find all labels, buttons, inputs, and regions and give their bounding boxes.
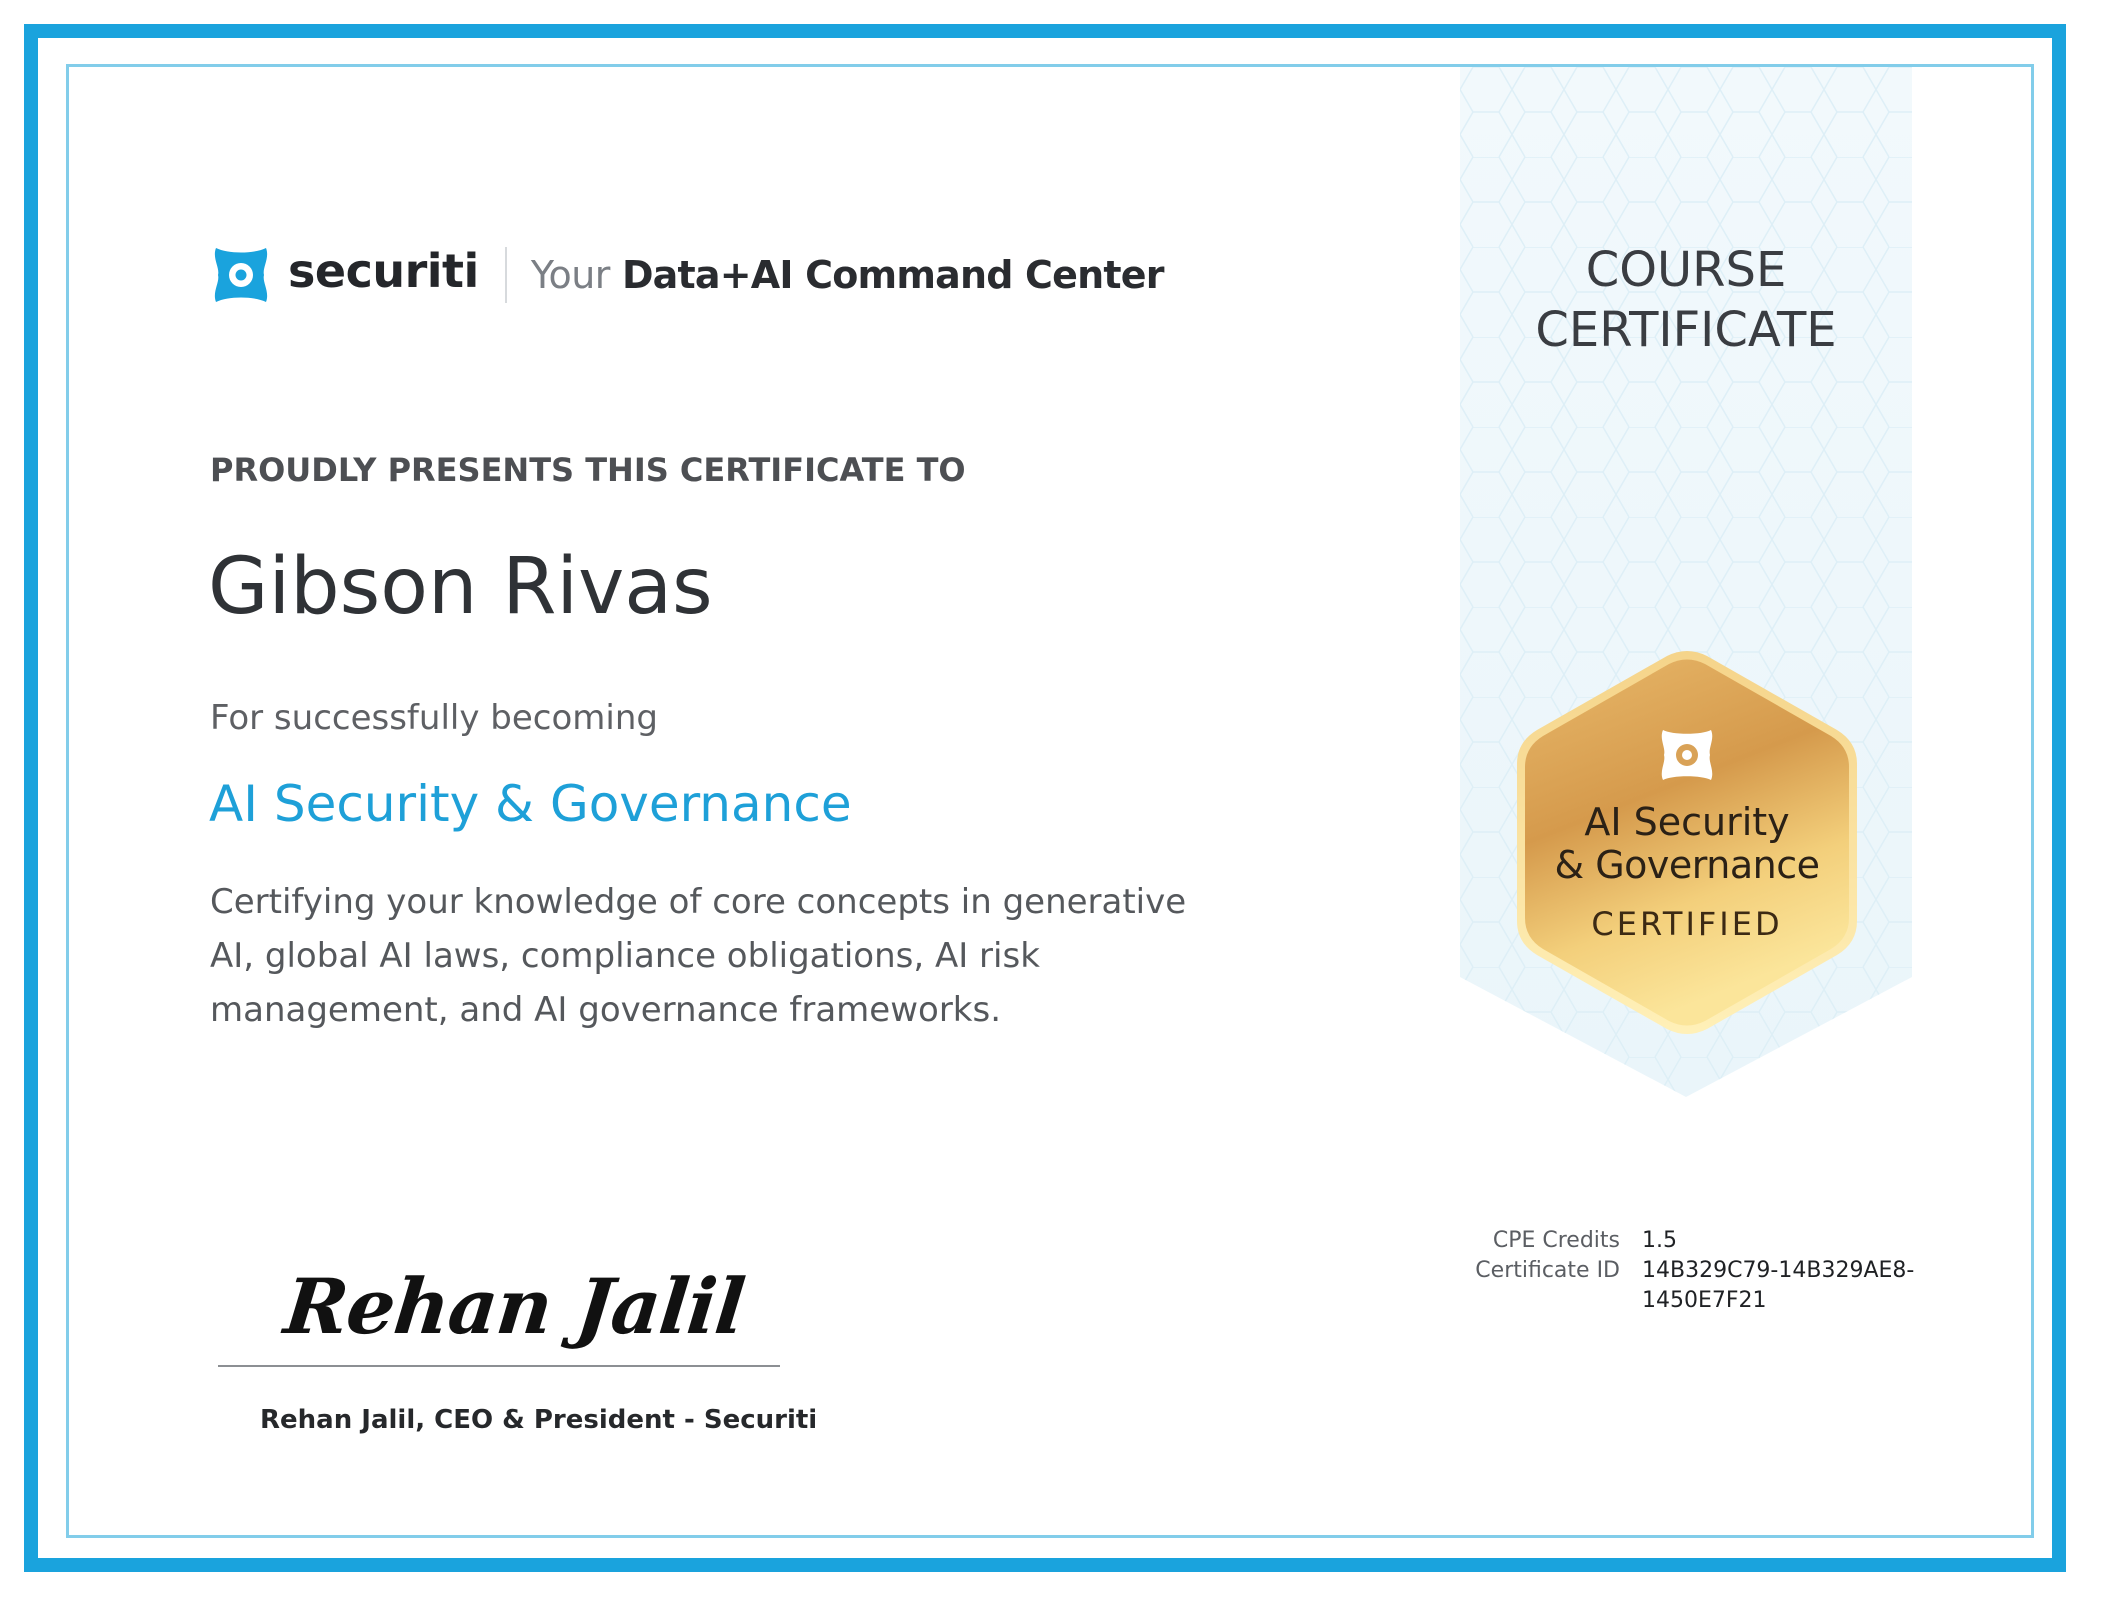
- course-title: AI Security & Governance: [209, 775, 852, 833]
- course-description: Certifying your knowledge of core concepts in generative AI, global AI laws, compliance obligations, AI risk management, and AI governance frameworks.: [210, 882, 1187, 1030]
- certificate-heading: [1460, 240, 1912, 360]
- cpe-label: CPE Credits: [1492, 1228, 1620, 1253]
- badge-title-line-1: AI Security: [1584, 800, 1790, 844]
- becoming-text: For successfully becoming: [210, 698, 658, 738]
- signer-caption: Rehan Jalil, CEO & President - Securiti: [260, 1405, 818, 1435]
- recipient-name: Gibson Rivas: [208, 542, 713, 632]
- securiti-logo-icon: [210, 244, 272, 306]
- tagline-prefix: Your: [530, 253, 610, 297]
- heading-line-1: COURSE: [1585, 242, 1787, 298]
- badge-certified-label: CERTIFIED: [1591, 905, 1783, 943]
- brand-name: securiti: [288, 244, 479, 298]
- certificate-id-label: Certificate ID: [1475, 1258, 1620, 1283]
- tagline-main: Data+AI Command Center: [621, 253, 1164, 297]
- signature-script: Rehan Jalil: [280, 1262, 749, 1351]
- certificate-id-row: [1430, 1256, 1922, 1316]
- signature-line: [218, 1365, 780, 1367]
- certificate-meta: [1430, 1226, 1922, 1316]
- certification-badge: [1517, 650, 1857, 1035]
- heading-line-2: CERTIFICATE: [1535, 302, 1837, 358]
- certificate-id-value: 14B329C79-14B329AE8-1450E7F21: [1642, 1258, 1915, 1313]
- cpe-row: [1430, 1226, 1922, 1256]
- securiti-badge-icon: [1662, 730, 1713, 780]
- cpe-value: 1.5: [1642, 1228, 1677, 1253]
- presents-text: PROUDLY PRESENTS THIS CERTIFICATE TO: [210, 451, 966, 489]
- brand-divider: [505, 247, 507, 303]
- brand-header: [210, 245, 1164, 305]
- badge-title-line-2: & Governance: [1554, 843, 1820, 887]
